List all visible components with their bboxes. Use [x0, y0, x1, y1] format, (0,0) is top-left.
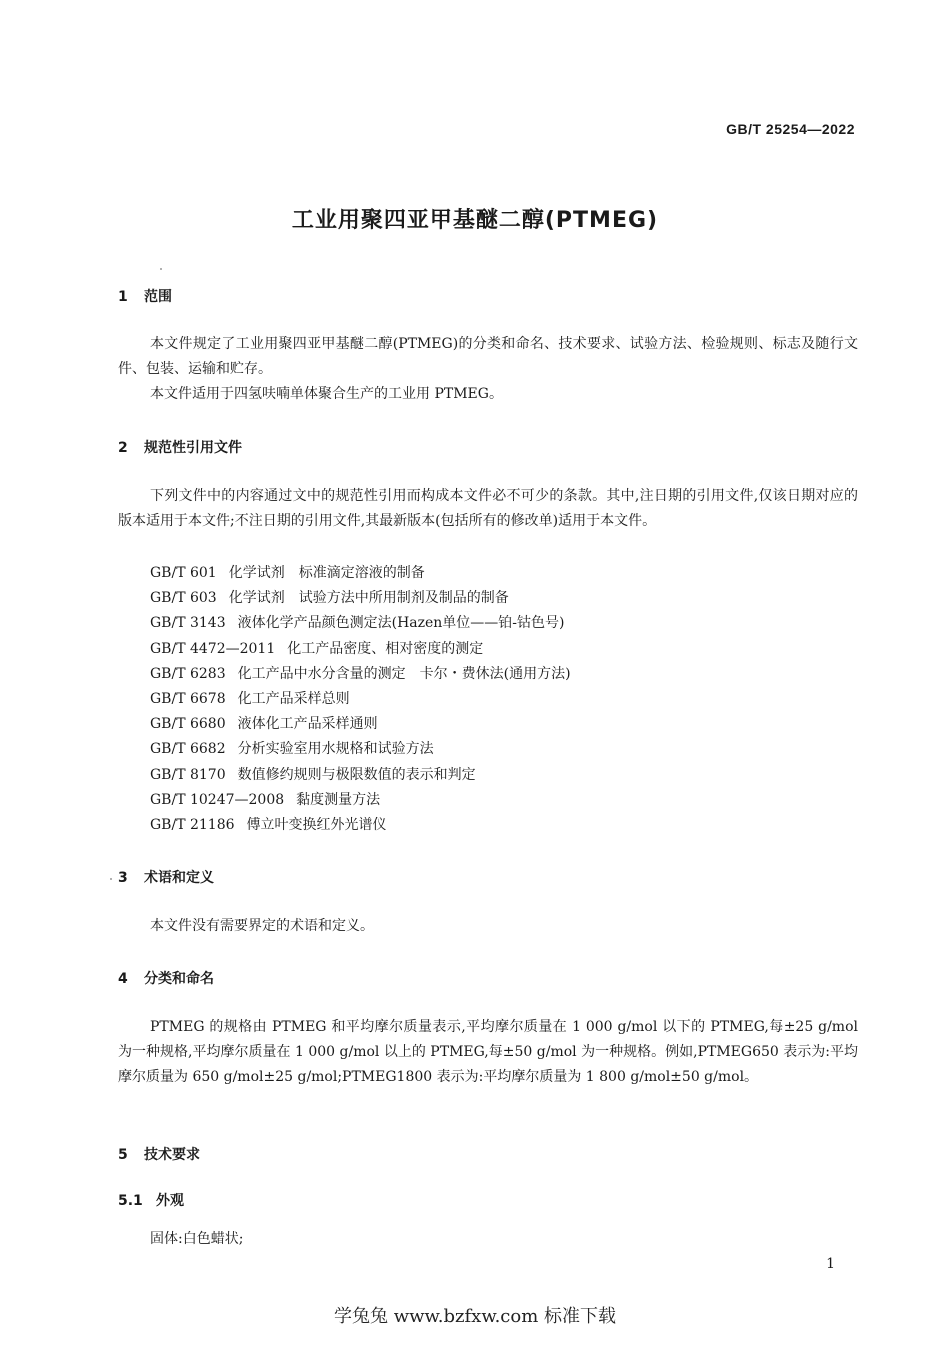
reference-item	[150, 611, 571, 636]
subsection-number: 5.1	[118, 1193, 143, 1209]
section-1-paragraph-2: 本文件适用于四氢呋喃单体聚合生产的工业用 PTMEG。	[150, 386, 503, 402]
reference-item	[150, 737, 571, 762]
reference-title: 黏度测量方法	[296, 791, 381, 808]
section-5-heading	[118, 1144, 200, 1164]
reference-title: 傅立叶变换红外光谱仪	[246, 817, 387, 834]
reference-title: 化工产品采样总则	[237, 691, 350, 708]
reference-item	[150, 788, 571, 813]
reference-title: 化学试剂 标准滴定溶液的制备	[228, 565, 425, 581]
reference-code: GB/T 21186	[150, 817, 235, 834]
reference-title: 数值修约规则与极限数值的表示和判定	[237, 766, 476, 783]
section-title: 范围	[144, 289, 172, 305]
reference-code: GB/T 601	[150, 565, 217, 581]
page-number: 1	[826, 1256, 835, 1272]
section-3-heading	[118, 867, 214, 887]
section-title: 分类和命名	[144, 971, 214, 987]
reference-code: GB/T 603	[150, 590, 217, 607]
section-number: 3	[118, 870, 128, 886]
reference-item	[150, 561, 571, 586]
scan-speck	[110, 878, 112, 880]
section-2-paragraph-1: 下列文件中的内容通过文中的规范性引用而构成本文件必不可少的条款。其中,注日期的引用文件,仅该日期对应的版本适用于本文件;不注日期的引用文件,其最新版本(包括所有的修改单)适用于本文件。	[118, 488, 858, 529]
reference-code: GB/T 6678	[150, 691, 226, 708]
section-title: 术语和定义	[144, 870, 214, 886]
document-title: 工业用聚四亚甲基醚二醇(PTMEG)	[291, 208, 659, 233]
section-number: 1	[118, 289, 128, 305]
reference-code: GB/T 6682	[150, 741, 226, 758]
standard-code: GB/T 25254—2022	[726, 121, 855, 137]
section-1-heading	[118, 286, 172, 306]
reference-code: GB/T 3143	[150, 615, 226, 632]
reference-item	[150, 813, 571, 838]
reference-item	[150, 662, 571, 687]
subsection-title: 外观	[156, 1193, 184, 1209]
reference-title: 液体化工产品采样通则	[237, 716, 378, 733]
section-3-paragraph-1: 本文件没有需要界定的术语和定义。	[150, 918, 374, 934]
watermark-text: 学兔兔 www.bzfxw.com 标准下载	[333, 1306, 617, 1327]
reference-item	[150, 586, 571, 611]
reference-title: 分析实验室用水规格和试验方法	[237, 741, 434, 758]
subsection-5-1-heading	[118, 1190, 184, 1210]
section-4-paragraph-1: PTMEG 的规格由 PTMEG 和平均摩尔质量表示,平均摩尔质量在 1 000 g/mol 以下的 PTMEG,每±25 g/mol 为一种规格,平均摩尔质量在 1 000 g/mol 以上的 PTMEG,每±50 g/mol 为一种规格。例如,PTMEG650 表示为:平均摩尔质量为 650 g/mol±25 g/mol;PTMEG1800 表示为:平均摩尔质量为 1 800 g/mol±50 g/mol。	[118, 1019, 858, 1085]
reference-code: GB/T 4472—2011	[150, 640, 276, 657]
reference-title: 液体化学产品颜色测定法(Hazen单位——铂-钴色号)	[237, 615, 565, 632]
reference-title: 化学试剂 试验方法中所用制剂及制品的制备	[228, 590, 509, 607]
reference-title: 化工产品密度、相对密度的测定	[287, 640, 484, 657]
section-number: 5	[118, 1147, 128, 1163]
reference-code: GB/T 6680	[150, 716, 226, 733]
section-1-paragraph-1: 本文件规定了工业用聚四亚甲基醚二醇(PTMEG)的分类和命名、技术要求、试验方法、检验规则、标志及随行文件、包装、运输和贮存。	[118, 336, 858, 377]
section-title: 规范性引用文件	[144, 440, 242, 456]
section-number: 2	[118, 440, 128, 456]
reference-item	[150, 687, 571, 712]
reference-code: GB/T 6283	[150, 665, 226, 682]
reference-item	[150, 712, 571, 737]
section-title: 技术要求	[144, 1147, 200, 1163]
reference-code: GB/T 8170	[150, 766, 226, 783]
reference-item	[150, 763, 571, 788]
scan-speck	[160, 268, 162, 270]
normative-reference-list	[150, 561, 571, 838]
reference-item	[150, 637, 571, 662]
section-number: 4	[118, 971, 128, 987]
reference-code: GB/T 10247—2008	[150, 791, 285, 808]
appearance-solid-line: 固体:白色蜡状;	[150, 1231, 244, 1247]
section-4-heading	[118, 968, 214, 988]
section-2-heading	[118, 437, 242, 457]
reference-title: 化工产品中水分含量的测定 卡尔・费休法(通用方法)	[237, 665, 571, 682]
